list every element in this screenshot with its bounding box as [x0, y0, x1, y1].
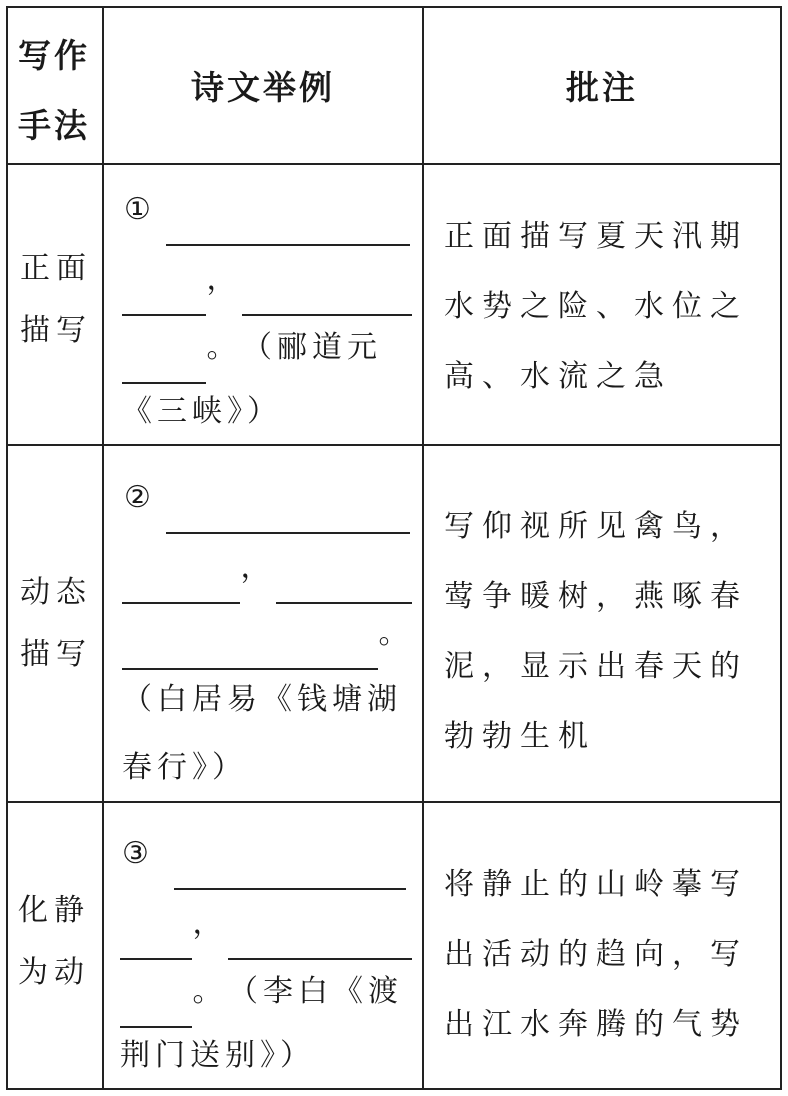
answer-blank[interactable] [174, 858, 406, 890]
technique-line1: 化静 [18, 893, 90, 928]
technique-line2: 描写 [20, 637, 92, 672]
period-mark: 。 [192, 974, 228, 1009]
note-line: 正面描写夏天汛期 [444, 219, 748, 254]
table-border-top [6, 6, 782, 8]
technique-cell [18, 880, 102, 1004]
technique-line1: 正面 [20, 251, 92, 286]
source-text: 荆门送别》） [120, 1038, 315, 1073]
note-cell [444, 850, 780, 1060]
example-line [122, 532, 418, 604]
note-line: 勃勃生机 [444, 719, 596, 754]
example-line [122, 174, 418, 246]
header-technique-line1: 写作 [18, 36, 90, 75]
header-examples: 诗文举例 [191, 68, 335, 107]
note-line: 莺争暖树，燕啄春 [444, 579, 748, 614]
example-cell [120, 818, 418, 1092]
source-text: （白居易《钱塘湖 [122, 682, 402, 717]
header-notes: 批注 [566, 68, 638, 107]
example-cell [122, 462, 418, 804]
technique-cell [20, 562, 102, 686]
example-line [120, 956, 418, 1028]
table-border-left [6, 6, 8, 1090]
note-line: 出活动的趋向，写 [444, 937, 748, 972]
example-line [122, 462, 418, 534]
source-text: （李白《渡 [228, 974, 403, 1009]
answer-blank[interactable] [166, 502, 410, 534]
table-divider [6, 163, 782, 165]
note-line: 高、水流之急 [444, 359, 672, 394]
example-line [120, 818, 418, 890]
example-line [120, 888, 418, 960]
note-line: 泥，显示出春天的 [444, 649, 748, 684]
answer-blank[interactable] [122, 572, 240, 604]
source-text: 《三峡》） [122, 394, 282, 429]
table-border-right [780, 6, 782, 1090]
comma-mark: ， [206, 262, 242, 297]
header-technique [18, 32, 102, 150]
table-divider [102, 6, 104, 1090]
answer-blank[interactable] [166, 214, 410, 246]
technique-line1: 动态 [20, 575, 92, 610]
item-number: ③ [122, 836, 154, 871]
period-mark: 。 [378, 616, 414, 651]
technique-cell [20, 238, 102, 362]
note-line: 出江水奔腾的气势 [444, 1007, 748, 1042]
header-technique-line2: 手法 [18, 106, 90, 145]
example-line [122, 312, 418, 384]
item-number: ① [124, 192, 156, 227]
table-divider [422, 6, 424, 1090]
note-line: 写仰视所见禽鸟， [444, 509, 748, 544]
answer-blank[interactable] [122, 284, 206, 316]
technique-line2: 描写 [20, 313, 92, 348]
source-text: （郦道元 [242, 330, 382, 365]
example-line [122, 598, 418, 670]
comma-mark: ， [192, 906, 228, 941]
note-cell [444, 492, 780, 772]
note-line: 水势之险、水位之 [444, 289, 748, 324]
answer-blank[interactable] [120, 928, 192, 960]
note-line: 将静止的山岭摹写 [444, 867, 748, 902]
example-cell [122, 174, 418, 448]
item-number: ② [124, 480, 156, 515]
technique-table [6, 6, 782, 1090]
note-cell [444, 202, 780, 412]
period-mark: 。 [206, 330, 242, 365]
source-text: 春行》） [122, 750, 247, 785]
example-line [122, 244, 418, 316]
technique-line2: 为动 [18, 955, 90, 990]
comma-mark: ， [240, 550, 276, 585]
